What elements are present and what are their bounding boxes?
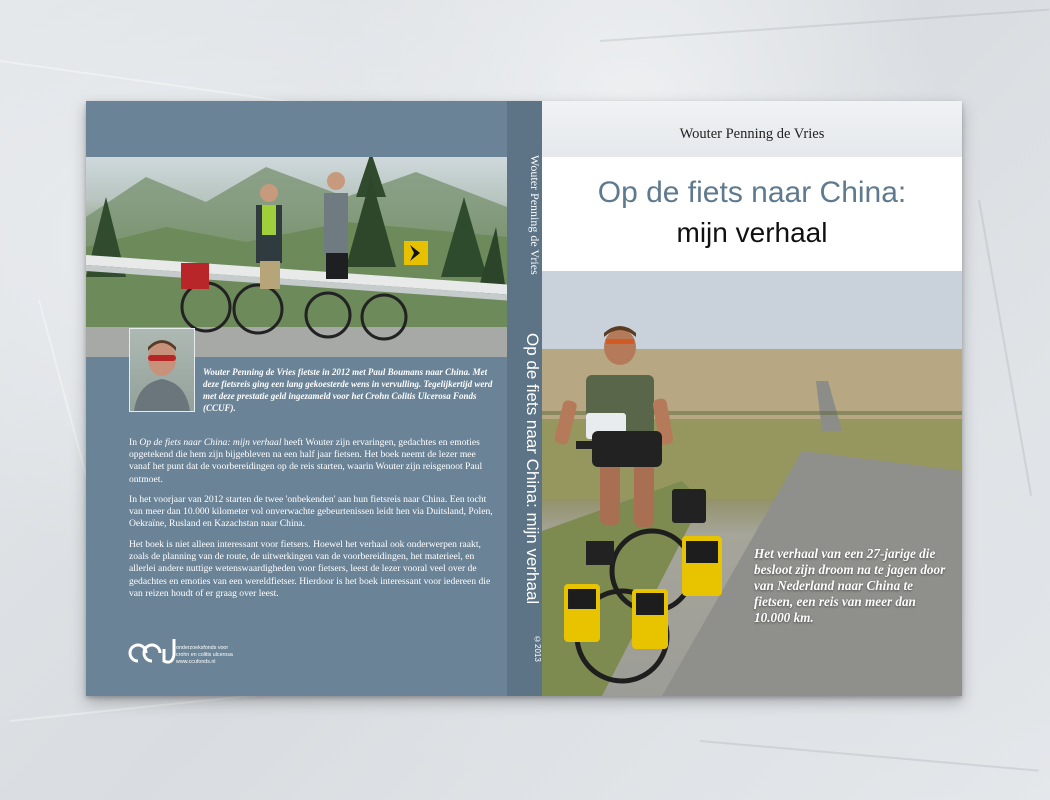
- para1-text: heeft Wouter zijn ervaringen, gedachtes en emoties opgetekend die hem zijn bijgebleven na een half jaar fietsen. Het boek neemt de lezer mee vanaf het punt dat de voorbereidingen op de reis starten, waarin Wouter zijn reisgenoot Paul ontmoet.: [129, 437, 483, 485]
- author-portrait-illustration: [130, 329, 194, 411]
- back-paragraph-1: [129, 437, 494, 486]
- spine-year: ©2013: [533, 635, 542, 662]
- paper-crease: [978, 200, 1032, 496]
- front-author: Wouter Penning de Vries: [679, 126, 825, 142]
- logo-line-2: crohn en colitis ulcerosa: [176, 652, 233, 658]
- cyclists-photo-illustration: [86, 157, 507, 357]
- back-cover: [86, 101, 507, 696]
- front-cover-photo: [542, 271, 962, 696]
- front-title-line-2: mijn verhaal: [676, 217, 828, 248]
- paper-crease: [700, 740, 1039, 772]
- logo-url: www.ccufonds.nl: [176, 659, 216, 665]
- author-portrait: [129, 328, 195, 412]
- para1-book-title: Op de fiets naar China: mijn verhaal: [139, 437, 282, 448]
- book-cover: [86, 101, 962, 696]
- back-cover-photo: [86, 157, 507, 357]
- paper-crease: [600, 9, 1049, 42]
- ccuf-logo-text: [176, 645, 233, 666]
- book-spine: [507, 101, 542, 696]
- spine-author: Wouter Penning de Vries: [528, 155, 542, 275]
- back-paragraph-2: In het voorjaar van 2012 starten de twee 'onbekenden' aan hun fietsreis naar China. Een tocht van meer dan 10.000 kilometer vol onverwachte gebeurtenissen leidt hen via Duitsland, Polen, Oekraïne, Rusland en Kazachstan naar China.: [129, 494, 493, 530]
- front-title-line-1: Op de fiets naar China:: [597, 176, 907, 209]
- paper-crease: [0, 60, 297, 104]
- logo-line-1: onderzoeksfonds voor: [176, 645, 229, 651]
- cyclist-on-road-illustration: [542, 271, 962, 696]
- author-caption: Wouter Penning de Vries fietste in 2012 met Paul Boumans naar China. Met deze fietsreis ging een lang gekoesterde wens in vervulling. Tegelijkertijd werd met deze prestatie geld ingezameld voor het Crohn Colitis Ulcerosa Fonds (CCUF).: [203, 367, 493, 413]
- spine-title: Op de fiets naar China: mijn verhaal: [523, 333, 542, 605]
- front-cover: [542, 101, 962, 696]
- para1-prefix: In: [129, 437, 140, 448]
- front-tagline: Het verhaal van een 27-jarige die besloot zijn droom na te jagen door van Nederland naar China te fietsen, een reis van meer dan 10.000 km.: [754, 546, 946, 625]
- back-paragraph-3: Het boek is niet alleen interessant voor fietsers. Hoewel het verhaal ook onderwerpen raakt, zoals de planning van de route, de uitwerkingen van de voorbereidingen, het materieel, en allerlei andere nuttige wetenswaardigheden voor fietsers, leest de lezer vooral veel over de gedachtes en emoties van een wereldfietser. Hierdoor is het boek interessant voor iedereen die van reizen houdt of er graag over leest.: [129, 539, 491, 599]
